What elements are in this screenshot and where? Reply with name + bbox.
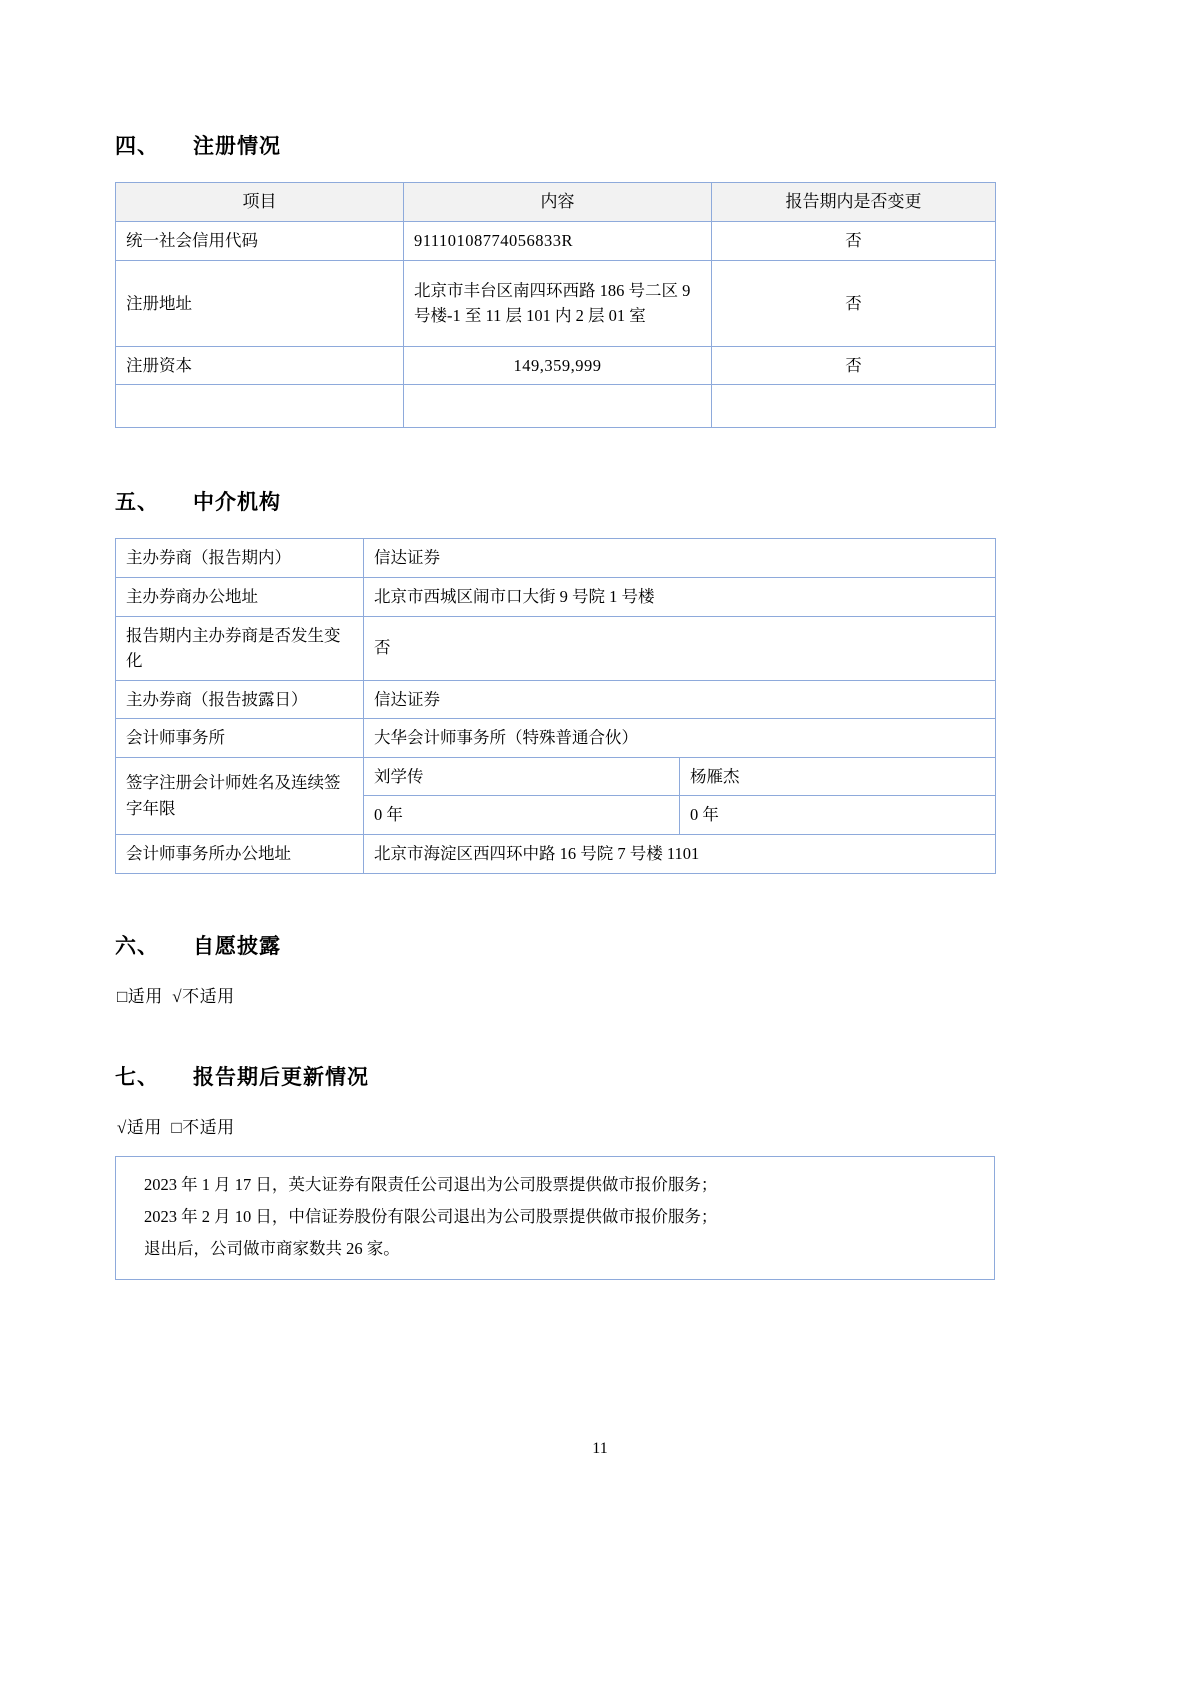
page-number: 11 xyxy=(592,1440,608,1457)
section-number: 五、 xyxy=(115,491,159,515)
table-row xyxy=(116,680,996,719)
section-heading-post-period xyxy=(115,1061,1085,1091)
cell-auditor-years: 0 年 xyxy=(364,796,680,835)
voluntary-applicability xyxy=(115,982,1085,1007)
cell-empty xyxy=(404,385,712,428)
section-heading-registration xyxy=(115,130,1085,160)
label-not-applicable: 不适用 xyxy=(182,1117,235,1137)
cell-empty xyxy=(712,385,996,428)
cell-label: 会计师事务所办公地址 xyxy=(116,834,364,873)
column-header-item: 项目 xyxy=(116,183,404,222)
note-line: 退出后，公司做市商家数共 26 家。 xyxy=(144,1238,400,1258)
cell-label: 会计师事务所 xyxy=(116,719,364,758)
cell-label: 主办券商（报告期内） xyxy=(116,539,364,578)
cell-label-auditors: 签字注册会计师姓名及连续签字年限 xyxy=(116,757,364,834)
table-row xyxy=(116,222,996,261)
checkbox-applicable-icon[interactable]: √ xyxy=(117,1117,127,1137)
cell-empty xyxy=(116,385,404,428)
section-number: 六、 xyxy=(115,934,159,958)
cell-value: 北京市西城区闹市口大街 9 号院 1 号楼 xyxy=(364,578,996,617)
cell-label: 主办券商办公地址 xyxy=(116,578,364,617)
table-row xyxy=(116,834,996,873)
column-header-content: 内容 xyxy=(404,183,712,222)
cell-auditor-name: 刘学传 xyxy=(364,757,680,796)
checkbox-not-applicable-icon[interactable]: √ xyxy=(172,986,183,1006)
cell-item: 注册资本 xyxy=(116,346,404,385)
registration-table xyxy=(115,182,996,428)
note-line: 2023 年 2 月 10 日，中信证券股份有限公司退出为公司股票提供做市报价服务； xyxy=(144,1206,718,1226)
post-period-note-box xyxy=(115,1156,995,1281)
section-title: 注册情况 xyxy=(193,135,281,158)
cell-auditor-years: 0 年 xyxy=(680,796,996,835)
cell-label: 报告期内主办券商是否发生变化 xyxy=(116,616,364,680)
cell-value: 信达证券 xyxy=(364,539,996,578)
cell-auditor-name: 杨雁杰 xyxy=(680,757,996,796)
cell-item: 统一社会信用代码 xyxy=(116,222,404,261)
table-row xyxy=(116,539,996,578)
table-row-spacer xyxy=(116,385,996,428)
table-row xyxy=(116,260,996,346)
label-not-applicable: 不适用 xyxy=(182,986,235,1006)
section-number: 七、 xyxy=(115,1065,159,1089)
section-heading-voluntary xyxy=(115,930,1085,960)
note-line: 2023 年 1 月 17 日，英大证券有限责任公司退出为公司股票提供做市报价服务； xyxy=(144,1174,718,1194)
cell-content: 北京市丰台区南四环西路 186 号二区 9 号楼-1 至 11 层 101 内 2 层 01 室 xyxy=(404,260,712,346)
cell-value: 否 xyxy=(364,616,996,680)
cell-value: 信达证券 xyxy=(364,680,996,719)
post-period-applicability xyxy=(115,1113,1085,1138)
column-header-changed: 报告期内是否变更 xyxy=(712,183,996,222)
section-title: 自愿披露 xyxy=(193,934,281,958)
checkbox-not-applicable-icon[interactable]: □ xyxy=(171,1117,183,1137)
table-header-row xyxy=(116,183,996,222)
cell-item: 注册地址 xyxy=(116,260,404,346)
section-heading-intermediaries xyxy=(115,486,1085,516)
section-number: 四、 xyxy=(115,135,159,158)
cell-changed: 否 xyxy=(712,260,996,346)
cell-label: 主办券商（报告披露日） xyxy=(116,680,364,719)
checkbox-applicable-icon[interactable]: □ xyxy=(117,986,128,1006)
cell-changed: 否 xyxy=(712,222,996,261)
cell-value: 北京市海淀区西四环中路 16 号院 7 号楼 1101 xyxy=(364,834,996,873)
table-row xyxy=(116,719,996,758)
section-title: 中介机构 xyxy=(193,491,281,515)
cell-value: 大华会计师事务所（特殊普通合伙） xyxy=(364,719,996,758)
cell-content: 91110108774056833R xyxy=(404,222,712,261)
table-row xyxy=(116,616,996,680)
label-applicable: 适用 xyxy=(126,1117,162,1137)
section-title: 报告期后更新情况 xyxy=(193,1065,369,1089)
intermediaries-table xyxy=(115,538,996,873)
label-applicable: 适用 xyxy=(127,986,163,1006)
cell-changed: 否 xyxy=(712,346,996,385)
table-row xyxy=(116,578,996,617)
table-row-auditor-names xyxy=(116,757,996,796)
table-row xyxy=(116,346,996,385)
cell-content: 149,359,999 xyxy=(404,346,712,385)
